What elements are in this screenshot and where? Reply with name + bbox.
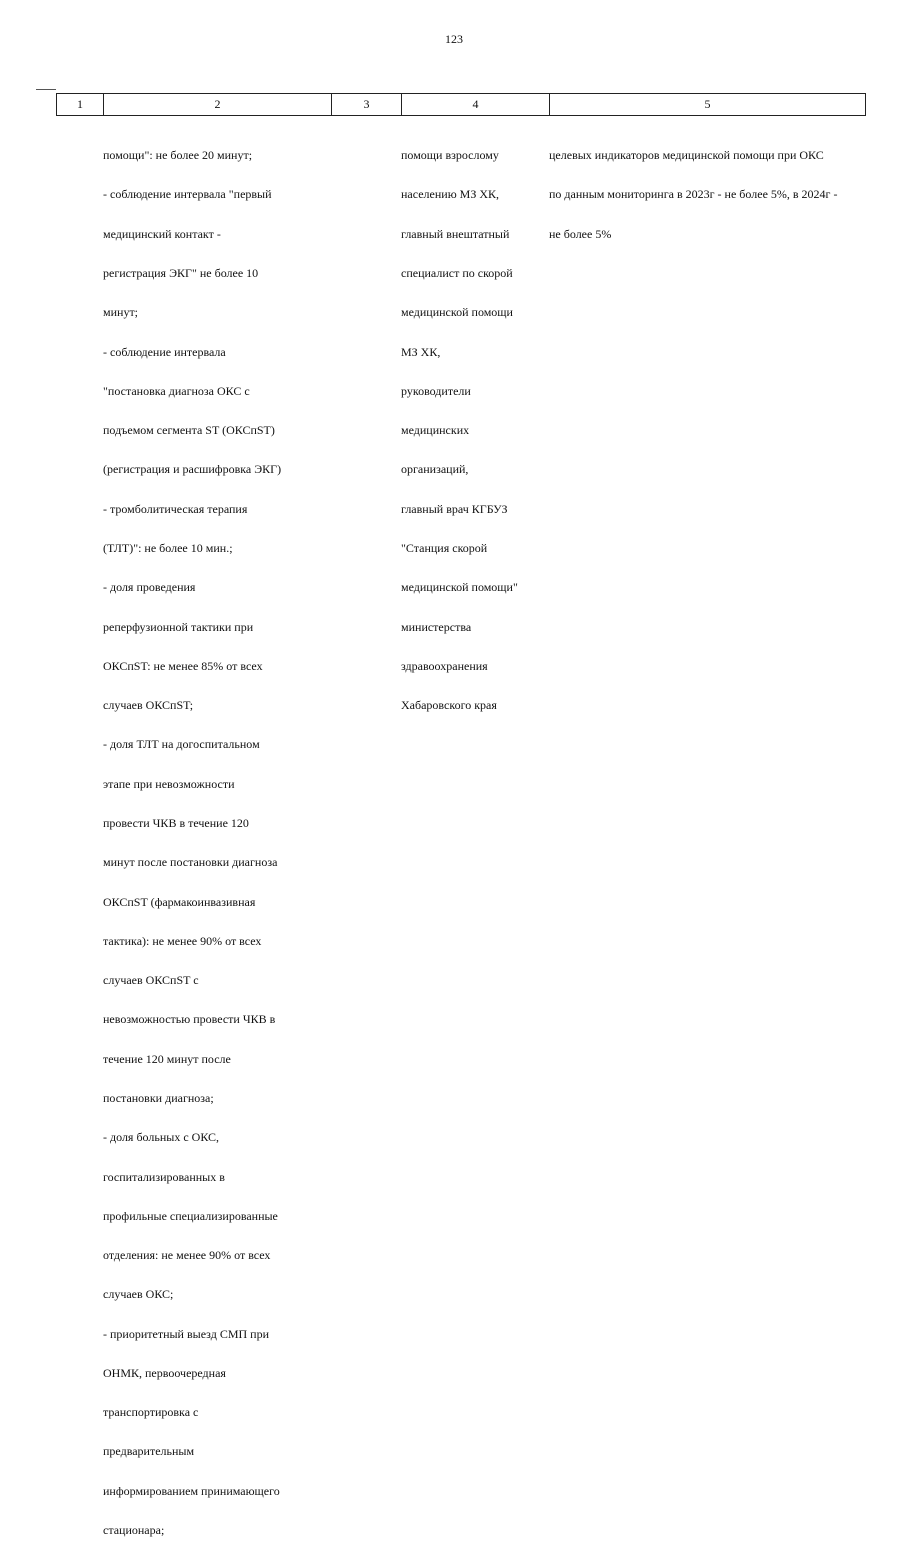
text-line: медицинской помощи": [401, 580, 518, 595]
text-line: стационара;: [103, 1523, 165, 1538]
column-number-4: 4: [402, 94, 550, 116]
text-line: течение 120 минут после: [103, 1051, 231, 1066]
text-line: случаев ОКС;: [103, 1287, 174, 1302]
text-line: "Станция скорой: [401, 541, 488, 555]
text-line: - соблюдение интервала: [103, 344, 226, 359]
text-line: медицинской помощи: [401, 305, 513, 320]
text-line: транспортировка с: [103, 1405, 199, 1420]
text-line: реперфузионной тактики при: [103, 619, 254, 634]
column-number-5: 5: [550, 94, 866, 116]
cell-column-2-text: [103, 123, 328, 1550]
text-line: подъемом сегмента ST (ОКСпST): [103, 423, 275, 438]
text-line: ОНМК, первоочередная: [103, 1365, 226, 1380]
text-line: тактика): не менее 90% от всех: [103, 933, 262, 948]
text-line: министерства: [401, 619, 472, 634]
text-line: по данным мониторинга в 2023г - не более 5%, в 2024г -: [549, 187, 838, 202]
column-number-1: 1: [57, 94, 104, 116]
column-number-2: 2: [104, 94, 332, 116]
table-header-row: [56, 93, 866, 116]
cell-column-5-text: [549, 123, 859, 254]
text-line: - соблюдение интервала "первый: [103, 187, 272, 202]
text-line: невозможностью провести ЧКВ в: [103, 1012, 276, 1027]
text-line: профильные специализированные: [103, 1208, 278, 1223]
text-line: ОКСпST: не менее 85% от всех: [103, 658, 263, 673]
text-line: - доля проведения: [103, 580, 196, 595]
text-line: регистрация ЭКГ" не более 10: [103, 266, 259, 281]
text-line: - тромболитическая терапия: [103, 501, 248, 516]
column-number-3: 3: [332, 94, 402, 116]
text-line: здравоохранения: [401, 658, 488, 673]
text-line: целевых индикаторов медицинской помощи при ОКС: [549, 148, 824, 163]
text-line: помощи взрослому: [401, 148, 499, 163]
table-row: [57, 94, 866, 116]
text-line: случаев ОКСпST;: [103, 698, 194, 713]
text-line: населению МЗ ХК,: [401, 187, 500, 202]
text-line: руководители: [401, 383, 471, 398]
text-line: предварительным: [103, 1444, 195, 1459]
text-line: - приоритетный выезд СМП при: [103, 1326, 269, 1341]
text-line: МЗ ХК,: [401, 344, 441, 359]
text-line: минут;: [103, 305, 139, 320]
text-line: - доля больных с ОКС,: [103, 1130, 220, 1145]
text-line: Хабаровского края: [401, 698, 497, 713]
text-line: медицинский контакт -: [103, 226, 221, 241]
text-line: медицинских: [401, 423, 470, 438]
text-line: "постановка диагноза ОКС с: [103, 383, 250, 398]
text-line: провести ЧКВ в течение 120: [103, 815, 249, 830]
text-line: информированием принимающего: [103, 1483, 280, 1498]
text-line: (ТЛТ)": не более 10 мин.;: [103, 541, 233, 555]
text-line: специалист по скорой: [401, 266, 513, 281]
text-line: не более 5%: [549, 226, 612, 241]
scan-artifact-line: [36, 89, 56, 90]
text-line: случаев ОКСпST с: [103, 973, 199, 988]
text-line: главный внештатный: [401, 226, 510, 241]
text-line: минут после постановки диагноза: [103, 855, 278, 870]
text-line: ОКСпST (фармакоинвазивная: [103, 894, 256, 909]
text-line: (регистрация и расшифровка ЭКГ): [103, 462, 282, 477]
text-line: организаций,: [401, 462, 469, 477]
page-number: 123: [445, 32, 463, 46]
text-line: отделения: не менее 90% от всех: [103, 1248, 271, 1263]
text-line: этапе при невозможности: [103, 776, 235, 791]
text-line: - доля ТЛТ на догоспитальном: [103, 737, 260, 752]
cell-column-4-text: [401, 123, 546, 725]
text-line: главный врач КГБУЗ: [401, 501, 508, 516]
text-line: госпитализированных в: [103, 1169, 225, 1184]
text-line: постановки диагноза;: [103, 1090, 214, 1105]
text-line: помощи": не более 20 минут;: [103, 148, 253, 163]
